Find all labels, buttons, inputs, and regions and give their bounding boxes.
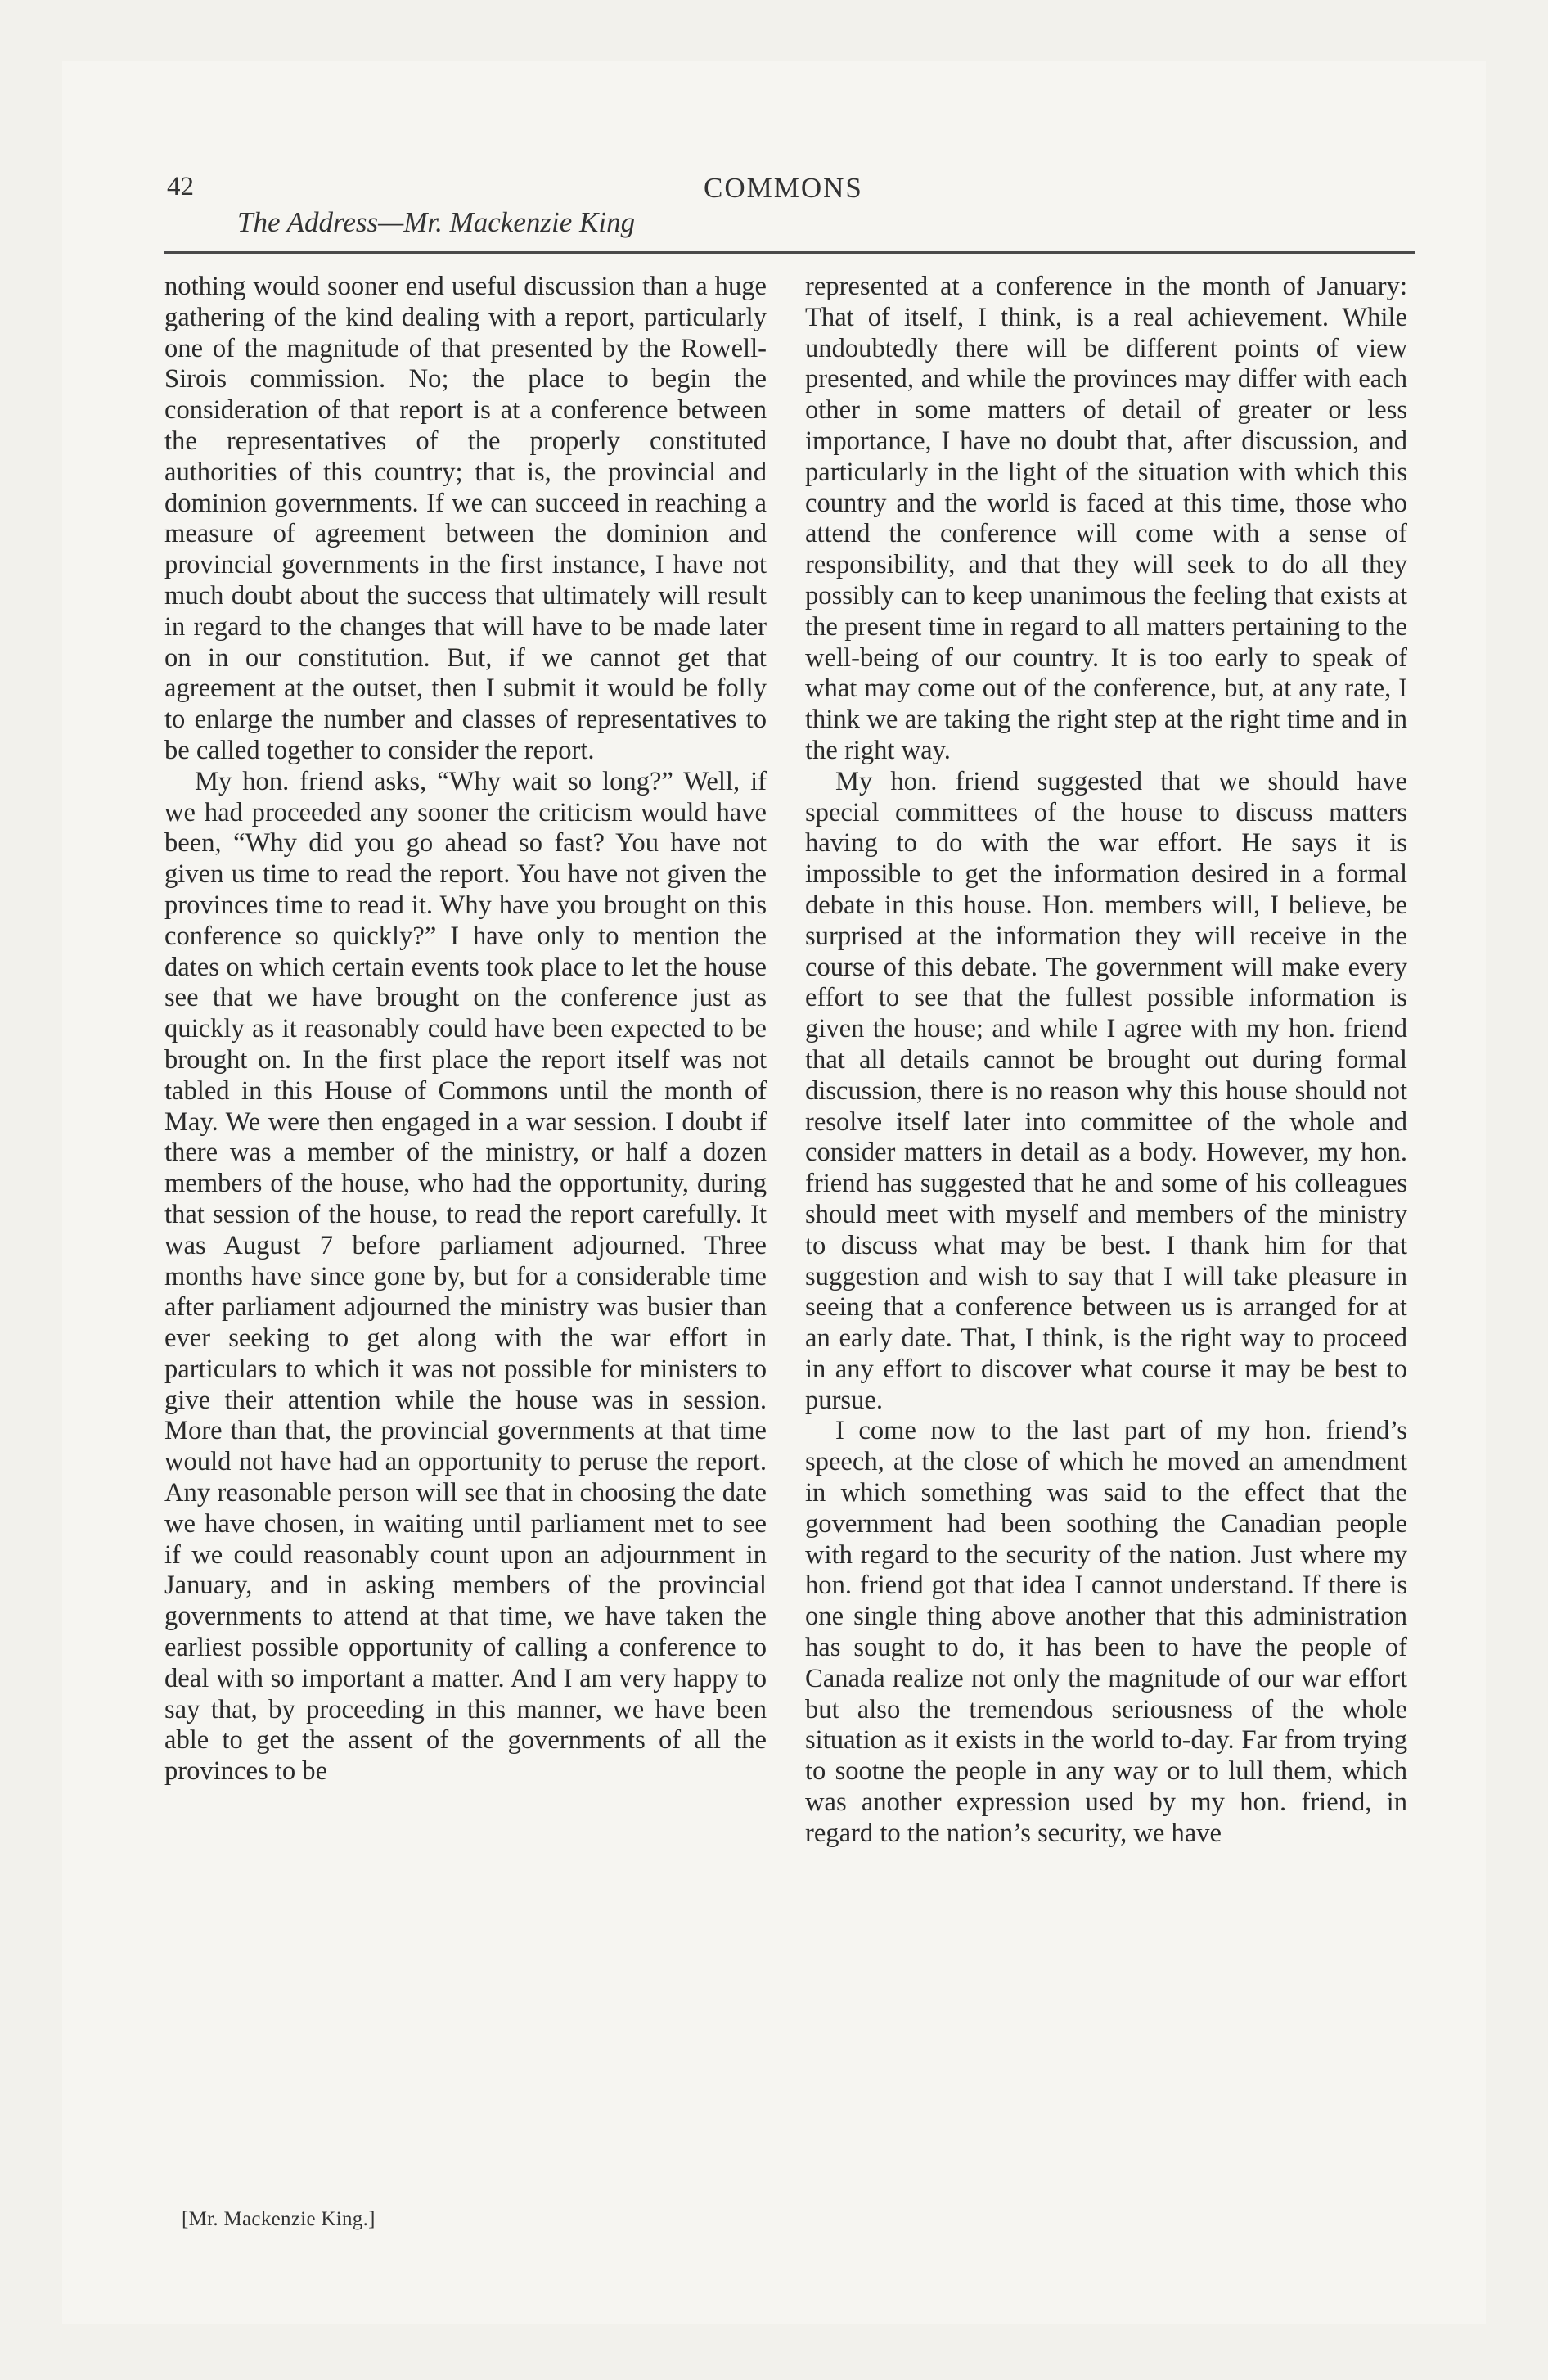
paragraph: nothing would sooner end useful discussion than a huge gathering of the kind dealing with a report, particularly one of the magnitude of that presented by the Rowell-Sirois commission. No; the place to begin the consideration of that report is at a conference between the representatives of the properly constituted authorities of this country; that is, the provincial and dominion governments. If we can succeed in reaching a measure of agreement between the dominion and provincial governments in the first instance, I have not much doubt about the success that ultimately will result in regard to the changes that will have to be made later on in our constitution. But, if we cannot get that agreement at the outset, then I submit it would be folly to enlarge the number and classes of representatives to be called together to consider the report. (164, 272, 767, 765)
right-column (805, 272, 1407, 1850)
paragraph: I come now to the last part of my hon. friend’s speech, at the close of which he moved an amendment in which something was said to the effect that the government had been soothing the Canadian people with regard to the security of the nation. Just where my hon. friend got that idea I cannot understand. If there is one single thing above another that this administration has sought to do, it has been to have the people of Canada realize not only the magnitude of our war effort but also the tremendous seriousness of the whole situation as it exists in the world to-day. Far from trying to sootne the people in any way or to lull them, which was another expression used by my hon. friend, in regard to the nation’s security, we have (805, 1416, 1407, 1848)
left-column (164, 272, 767, 1787)
speaker-footnote: [Mr. Mackenzie King.] (182, 2208, 376, 2230)
paragraph: represented at a conference in the month of January: That of itself, I think, is a real achievement. While undoubtedly there will be different points of view presented, and while the provinces may differ with each other in some matters of detail of greater or less importance, I have no doubt that, after discussion, and particularly in the light of the situation with which this country and the world is faced at this time, those who attend the conference will come with a sense of responsibility, and that they will seek to do all they possibly can to keep unanimous the feeling that exists at the present time in regard to all matters pertaining to the well-being of our country. It is too early to speak of what may come out of the conference, but, at any rate, I think we are taking the right step at the right time and in the right way. (805, 272, 1407, 765)
journal-title: COMMONS (704, 172, 863, 204)
header-rule (164, 251, 1415, 254)
page-number: 42 (167, 172, 194, 201)
running-head (0, 172, 1548, 270)
paragraph: My hon. friend asks, “Why wait so long?” Well, if we had proceeded any sooner the criticism would have been, “Why did you go ahead so fast? You have not given us time to read the report. You have not given the provinces time to read it. Why have you brought on this conference so quickly?” I have only to mention the dates on which certain events took place to let the house see that we have brought on the conference just as quickly as it reasonably could have been expected to be brought on. In the first place the report itself was not tabled in this House of Commons until the month of May. We were then engaged in a war session. I doubt if there was a member of the ministry, or half a dozen members of the house, who had the opportunity, during that session of the house, to read the report carefully. It was August 7 before parliament adjourned. Three months have since gone by, but for a considerable time after parliament adjourned the ministry was busier than ever seeking to get along with the war effort in particulars to which it was not possible for ministers to give their attention while the house was in session. More than that, the provincial governments at that time would not have had an opportunity to peruse the report. Any reasonable person will see that in choosing the date we have chosen, in waiting until parliament met to see if we could reasonably count upon an adjournment in January, and in asking members of the provincial governments to attend at that time, we have taken the earliest possible opportunity of calling a conference to deal with so important a matter. And I am very happy to say that, by proceeding in this manner, we have been able to get the assent of the governments of all the provinces to be (164, 766, 767, 1787)
paragraph: My hon. friend suggested that we should have special committees of the house to discuss matters having to do with the war effort. He says it is impossible to get the information desired in a formal debate in this house. Hon. members will, I believe, be surprised at the information they will receive in the course of this debate. The government will make every effort to see that the fullest possible information is given the house; and while I agree with my hon. friend that all details cannot be brought out during formal discussion, there is no reason why this house should not resolve itself later into committee of the whole and consider matters in detail as a body. However, my hon. friend has suggested that he and some of his colleagues should meet with myself and members of the ministry to discuss what may be best. I thank him for that suggestion and wish to say that I will take pleasure in seeing that a conference between us is arranged for at an early date. That, I think, is the right way to proceed in any effort to discover what course it may be best to pursue. (805, 766, 1407, 1415)
section-title: The Address—Mr. Mackenzie King (237, 206, 636, 238)
